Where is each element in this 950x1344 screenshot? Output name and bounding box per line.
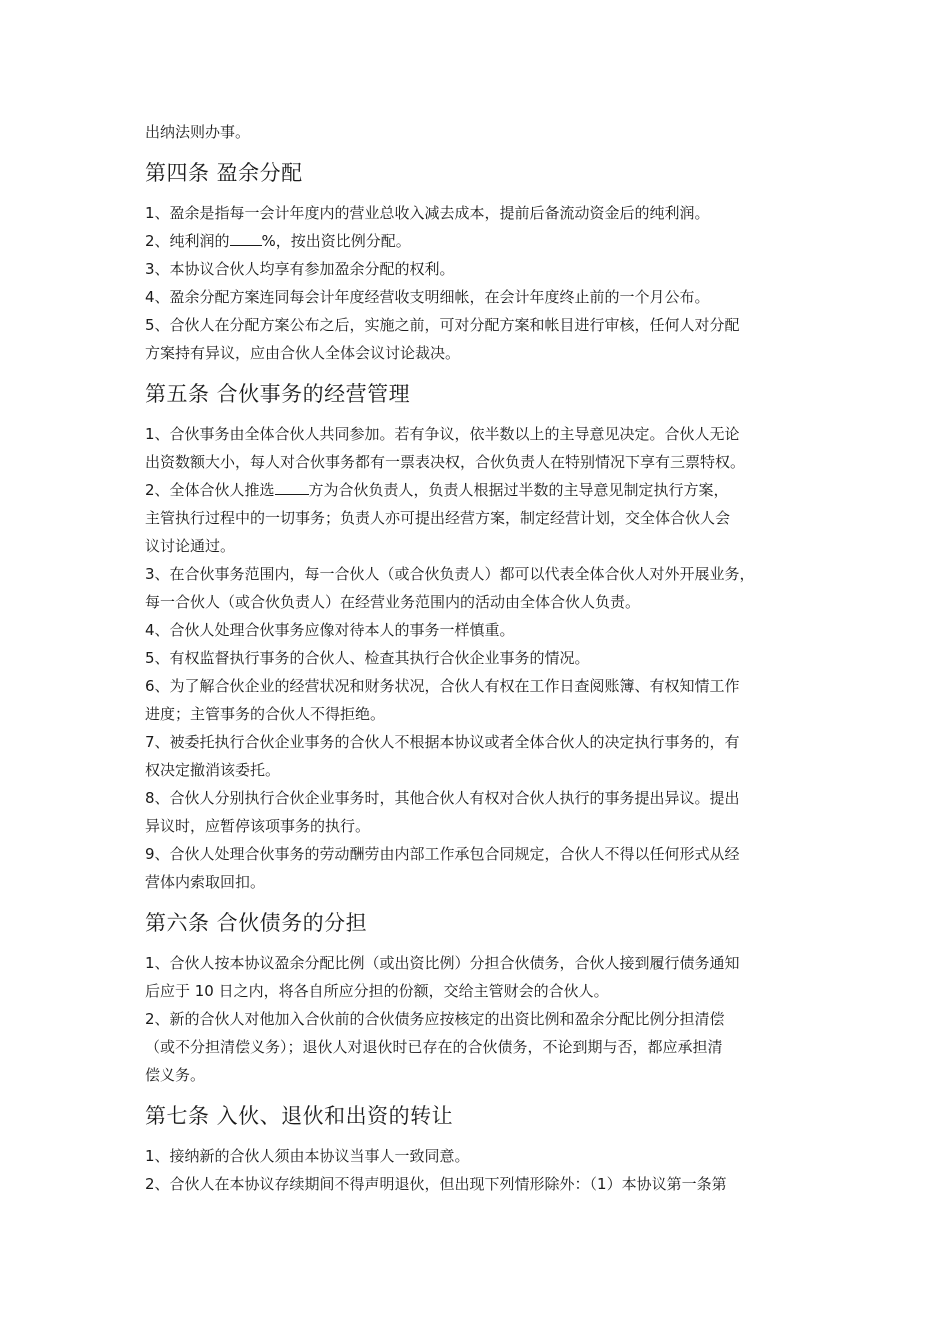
text-segment: 2、全体合伙人推选 bbox=[145, 481, 275, 499]
paragraph-line: 异议时，应暂停该项事务的执行。 bbox=[145, 817, 371, 835]
paragraph-line: 议讨论通过。 bbox=[145, 537, 236, 555]
paragraph-line: 4、合伙人处理合伙事务应像对待本人的事务一样慎重。 bbox=[145, 621, 515, 639]
paragraph-line: 5、合伙人在分配方案公布之后，实施之前，可对分配方案和帐目进行审核，任何人对分配 bbox=[145, 316, 740, 334]
paragraph-line bbox=[145, 476, 820, 504]
paragraph-line: 3、在合伙事务范围内，每一合伙人（或合伙负责人）都可以代表全体合伙人对外开展业务， bbox=[145, 565, 755, 583]
paragraph-line: 出资数额大小，每人对合伙事务都有一票表决权，合伙负责人在特别情况下享有三票特权。 bbox=[145, 453, 746, 471]
paragraph-line: 2、合伙人在本协议存续期间不得声明退伙，但出现下列情形除外：（1）本协议第一条第 bbox=[145, 1175, 727, 1193]
paragraph-line: 3、本协议合伙人均享有参加盈余分配的权利。 bbox=[145, 260, 455, 278]
paragraph-line: 9、合伙人处理合伙事务的劳动酬劳由内部工作承包合同规定，合伙人不得以任何形式从经 bbox=[145, 845, 740, 863]
fill-in-blank bbox=[275, 478, 309, 495]
paragraph-line: 2、新的合伙人对他加入合伙前的合伙债务应按核定的出资比例和盈余分配比例分担清偿 bbox=[145, 1010, 725, 1028]
document-page bbox=[145, 118, 820, 1198]
paragraph-line bbox=[145, 227, 820, 255]
article-4-heading: 第四条 盈余分配 bbox=[145, 161, 303, 185]
paragraph-line: 4、盈余分配方案连同每会计年度经营收支明细帐，在会计年度终止前的一个月公布。 bbox=[145, 288, 710, 306]
paragraph-line: 每一合伙人（或合伙负责人）在经营业务范围内的活动由全体合伙人负责。 bbox=[145, 593, 641, 611]
article-7-heading: 第七条 入伙、退伙和出资的转让 bbox=[145, 1104, 454, 1128]
paragraph-line: 7、被委托执行合伙企业事务的合伙人不根据本协议或者全体合伙人的决定执行事务的，有 bbox=[145, 733, 740, 751]
paragraph-line: 权决定撤消该委托。 bbox=[145, 761, 281, 779]
paragraph-line: 偿义务。 bbox=[145, 1066, 206, 1084]
paragraph-line: 8、合伙人分别执行合伙企业事务时，其他合伙人有权对合伙人执行的事务提出异议。提出 bbox=[145, 789, 740, 807]
text-segment: 方为合伙负责人，负责人根据过半数的主导意见制定执行方案， bbox=[308, 481, 729, 499]
paragraph-line: 1、盈余是指每一会计年度内的营业总收入减去成本，提前后备流动资金后的纯利润。 bbox=[145, 204, 710, 222]
article-5-heading: 第五条 合伙事务的经营管理 bbox=[145, 382, 411, 406]
fill-in-blank bbox=[230, 229, 262, 246]
paragraph-line: 营体内索取回扣。 bbox=[145, 873, 266, 891]
paragraph-line: 1、合伙人按本协议盈余分配比例（或出资比例）分担合伙债务，合伙人接到履行债务通知 bbox=[145, 954, 740, 972]
paragraph-line: 主管执行过程中的一切事务；负责人亦可提出经营方案，制定经营计划，交全体合伙人会 bbox=[145, 509, 731, 527]
paragraph-line: 后应于 10 日之内，将各自所应分担的份额，交给主管财会的合伙人。 bbox=[145, 982, 609, 1000]
paragraph-line: 6、为了解合伙企业的经营状况和财务状况，合伙人有权在工作日查阅账簿、有权知情工作 bbox=[145, 677, 740, 695]
text-segment: %，按出资比例分配。 bbox=[261, 232, 411, 250]
paragraph-line: 出纳法则办事。 bbox=[145, 123, 251, 141]
paragraph-line: 1、接纳新的合伙人须由本协议当事人一致同意。 bbox=[145, 1147, 470, 1165]
paragraph-line: 进度；主管事务的合伙人不得拒绝。 bbox=[145, 705, 386, 723]
text-segment: 2、纯利润的 bbox=[145, 232, 230, 250]
paragraph-line: （或不分担清偿义务）；退伙人对退伙时已存在的合伙债务，不论到期与否，都应承担清 bbox=[145, 1038, 723, 1056]
paragraph-line: 5、有权监督执行事务的合伙人、检查其执行合伙企业事务的情况。 bbox=[145, 649, 590, 667]
paragraph-line: 方案持有异议，应由合伙人全体会议讨论裁决。 bbox=[145, 344, 461, 362]
article-6-heading: 第六条 合伙债务的分担 bbox=[145, 911, 368, 935]
paragraph-line: 1、合伙事务由全体合伙人共同参加。若有争议，依半数以上的主导意见决定。合伙人无论 bbox=[145, 425, 740, 443]
